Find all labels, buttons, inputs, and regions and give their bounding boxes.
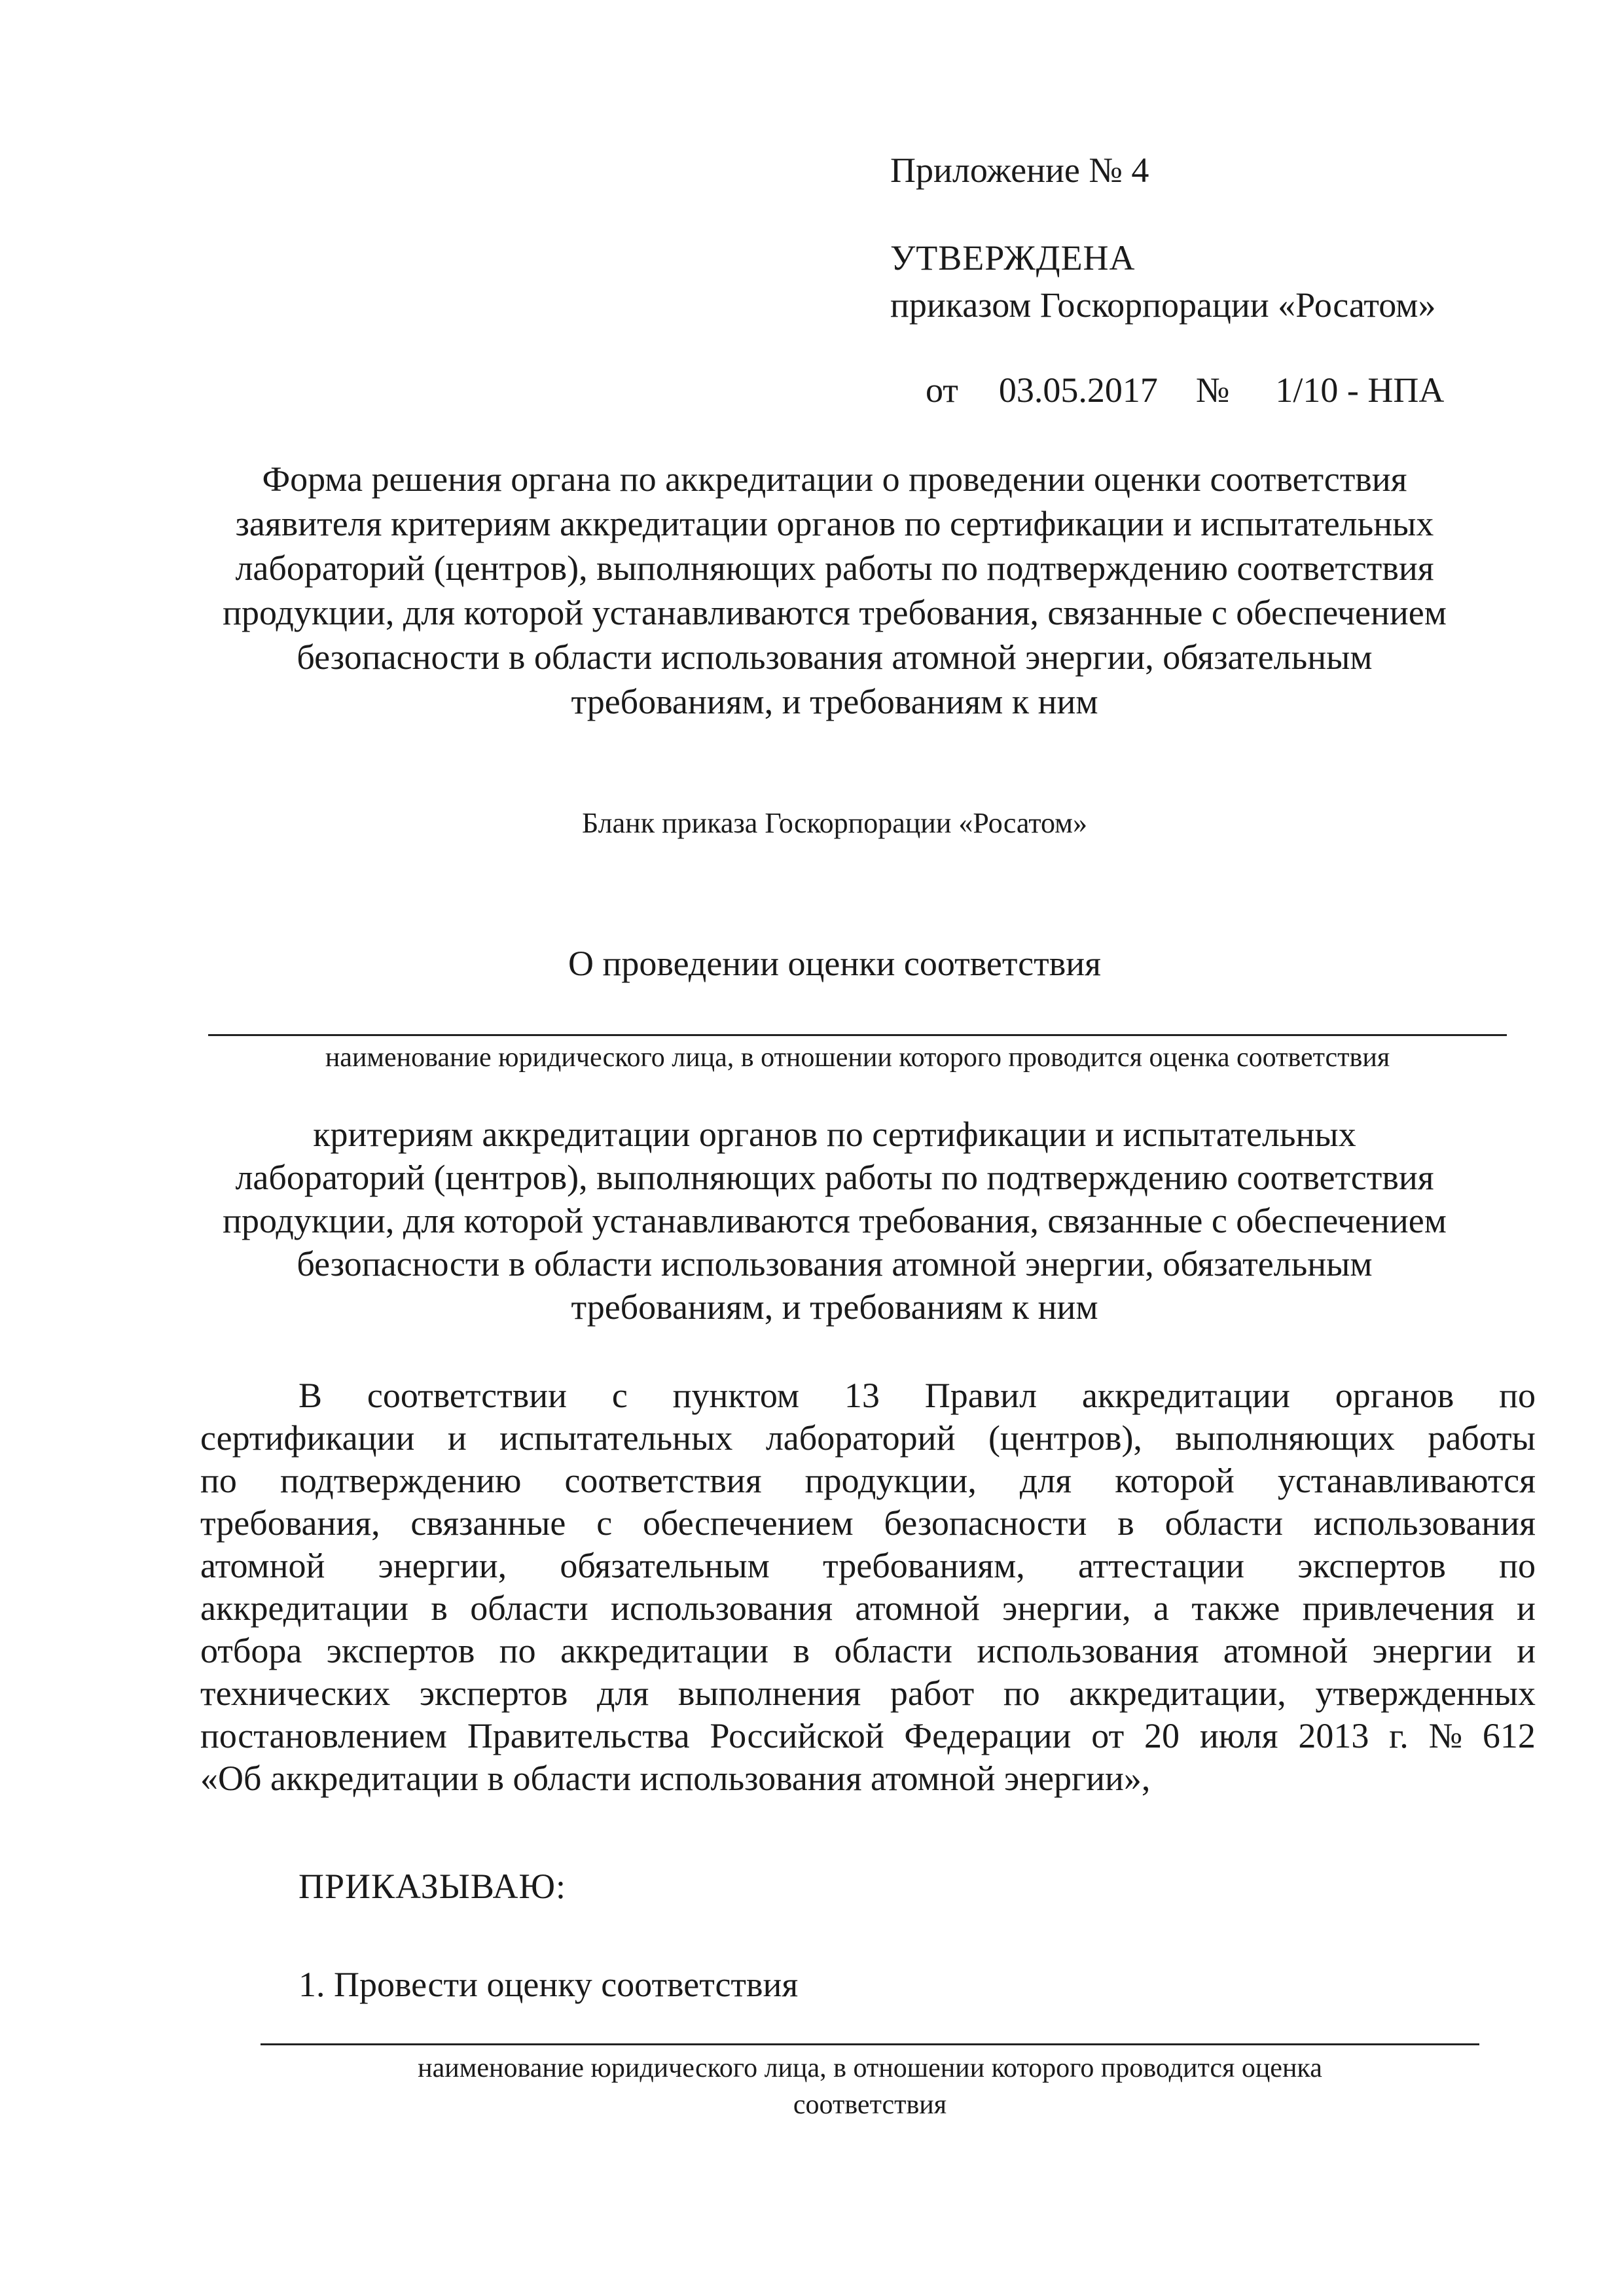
criteria-line: лабораторий (центров), выполняющих работы по подтверждению соответствия (235, 1158, 1434, 1197)
order-date: 03.05.2017 (998, 370, 1158, 410)
body-word: атомной (200, 1546, 325, 1585)
body-word: по (1003, 1674, 1040, 1713)
body-word: соответствия (564, 1461, 762, 1500)
body-word: с (611, 1376, 628, 1415)
body-word: Федерации (904, 1716, 1072, 1755)
body-word: работы (1428, 1418, 1536, 1458)
body-line (200, 1417, 1536, 1460)
body-word: аккредитации, (1069, 1674, 1286, 1713)
body-line (200, 1502, 1536, 1545)
body-word: пунктом (672, 1376, 800, 1415)
body-word: а (1153, 1588, 1169, 1628)
order-item-1: 1. Провести оценку соответствия (298, 1965, 799, 2004)
body-word: энергии, (1002, 1588, 1131, 1628)
criteria-line: критериям аккредитации органов по сертификации и испытательных (313, 1115, 1356, 1154)
body-line (200, 1587, 1536, 1630)
body-word: энергии (1372, 1631, 1492, 1670)
body-line (200, 1672, 1536, 1715)
body-word: 2013 (1298, 1716, 1369, 1755)
body-word: по (1499, 1546, 1536, 1585)
approved-stamp-text: УТВЕРЖДЕНА (890, 238, 1136, 278)
body-word: по (200, 1461, 237, 1500)
body-word: и (1517, 1631, 1536, 1670)
body-word: также (1191, 1588, 1280, 1628)
order-date-number (890, 327, 1444, 453)
body-word: экспертов (1297, 1546, 1446, 1585)
body-word: выполнения (677, 1674, 861, 1713)
legal-entity-field-line (208, 1034, 1507, 1036)
caption-line: соответствия (793, 2090, 947, 2120)
form-title-line: требованиям, и требованиям к ним (571, 682, 1098, 721)
order-number: 1/10 - НПА (1275, 370, 1445, 410)
body-word: энергии», (1003, 1759, 1151, 1798)
order-word: ПРИКАЗЫВАЮ: (298, 1867, 566, 1906)
body-word: связанные (410, 1503, 566, 1543)
body-word: соответствии (367, 1376, 567, 1415)
body-word: от (1091, 1716, 1125, 1755)
body-word: аккредитации (270, 1759, 488, 1798)
blank-label: Бланк приказа Госкорпорации «Росатом» (582, 807, 1087, 839)
body-word: обязательным (560, 1546, 770, 1585)
body-word: для (597, 1674, 649, 1713)
legal-entity-field-line-2 (261, 2043, 1479, 2045)
body-word: области (1164, 1503, 1284, 1543)
criteria-line: продукции, для которой устанавливаются требования, связанные с обеспечением (223, 1201, 1447, 1240)
body-word: выполняющих (1175, 1418, 1395, 1458)
body-word: г. (1389, 1716, 1409, 1755)
body-word: использования (640, 1759, 871, 1798)
body-word: сертификации (200, 1418, 415, 1458)
approved-by: приказом Госкорпорации «Росатом» (890, 285, 1436, 325)
form-title-line: заявителя критериям аккредитации органов по сертификации и испытательных (235, 504, 1434, 543)
body-word: использования (977, 1631, 1199, 1670)
body-word: атомной (1223, 1631, 1348, 1670)
body-word: которой (1115, 1461, 1235, 1500)
form-title-line: лабораторий (центров), выполняющих работы по подтверждению соответствия (235, 548, 1434, 588)
body-word: обеспечением (642, 1503, 854, 1543)
body-word: Правительства (467, 1716, 690, 1755)
body-word: лабораторий (765, 1418, 956, 1458)
body-word: аккредитации (200, 1588, 408, 1628)
criteria-line: безопасности в области использования атомной энергии, обязательным (297, 1244, 1373, 1283)
body-line (200, 1630, 1536, 1672)
body-paragraph (200, 1374, 1536, 1800)
criteria-line: требованиям, и требованиям к ним (571, 1287, 1098, 1327)
caption-line: наименование юридического лица, в отношении которого проводится оценка (418, 2053, 1322, 2083)
body-word: аттестации (1078, 1546, 1245, 1585)
body-line (200, 1545, 1536, 1587)
legal-entity-field-caption-2 (261, 2050, 1479, 2123)
body-word: с (596, 1503, 613, 1543)
body-word: В (298, 1376, 323, 1415)
body-word: экспертов (419, 1674, 568, 1713)
body-word: привлечения (1302, 1588, 1494, 1628)
body-word: использования (1313, 1503, 1536, 1543)
body-word: по (1499, 1376, 1536, 1415)
form-title-line: продукции, для которой устанавливаются требования, связанные с обеспечением (223, 593, 1447, 632)
body-word: отбора (200, 1631, 302, 1670)
body-word: испытательных (499, 1418, 733, 1458)
body-line (200, 1374, 1536, 1417)
body-word: использования (611, 1588, 833, 1628)
body-word: Российской (710, 1716, 884, 1755)
number-sign: № (1195, 370, 1230, 410)
body-word: утвержденных (1315, 1674, 1536, 1713)
body-word: в (487, 1759, 513, 1798)
body-word: атомной (855, 1588, 980, 1628)
body-word: органов (1335, 1376, 1454, 1415)
body-word: подтверждению (280, 1461, 522, 1500)
form-title-line: Форма решения органа по аккредитации о проведении оценки соответствия (262, 459, 1407, 499)
body-word: и (447, 1418, 467, 1458)
body-word: для (1019, 1461, 1072, 1500)
body-word: 612 (1482, 1716, 1536, 1755)
body-word: атомной (871, 1759, 1004, 1798)
date-prefix: от (926, 370, 958, 410)
body-word: области (834, 1631, 952, 1670)
body-word: постановлением (200, 1716, 447, 1755)
body-word: Правил (924, 1376, 1038, 1415)
body-word: требованиям, (823, 1546, 1025, 1585)
body-word: работ (890, 1674, 975, 1713)
body-line (200, 1460, 1536, 1502)
body-word: аккредитации (1081, 1376, 1290, 1415)
body-word: безопасности (884, 1503, 1087, 1543)
body-word: в (1117, 1503, 1134, 1543)
body-line (200, 1757, 1536, 1800)
body-word: требования, (200, 1503, 380, 1543)
form-title-line: безопасности в области использования атомной энергии, обязательным (297, 637, 1373, 677)
body-word: 20 (1144, 1716, 1180, 1755)
body-word: области (470, 1588, 588, 1628)
body-word: «Об (200, 1759, 270, 1798)
body-word: экспертов (326, 1631, 475, 1670)
body-word: в (431, 1588, 448, 1628)
body-word: продукции, (804, 1461, 977, 1500)
body-word: области (513, 1759, 640, 1798)
body-word: энергии, (378, 1546, 507, 1585)
body-word: устанавливаются (1277, 1461, 1536, 1500)
body-line (200, 1715, 1536, 1757)
criteria-text (190, 1113, 1479, 1329)
body-word: по (499, 1631, 536, 1670)
body-word: аккредитации (560, 1631, 769, 1670)
body-word: технических (200, 1674, 391, 1713)
body-word: июля (1199, 1716, 1278, 1755)
order-subject: О проведении оценки соответствия (568, 944, 1101, 983)
body-word: и (1516, 1588, 1536, 1628)
body-word: в (793, 1631, 810, 1670)
appendix-label: Приложение № 4 (890, 151, 1149, 190)
body-word: № (1428, 1716, 1463, 1755)
body-word: 13 (844, 1376, 880, 1415)
legal-entity-field-caption: наименование юридического лица, в отношении которого проводится оценка соответствия (325, 1043, 1390, 1073)
body-word: (центров), (988, 1418, 1142, 1458)
form-title (190, 457, 1479, 724)
